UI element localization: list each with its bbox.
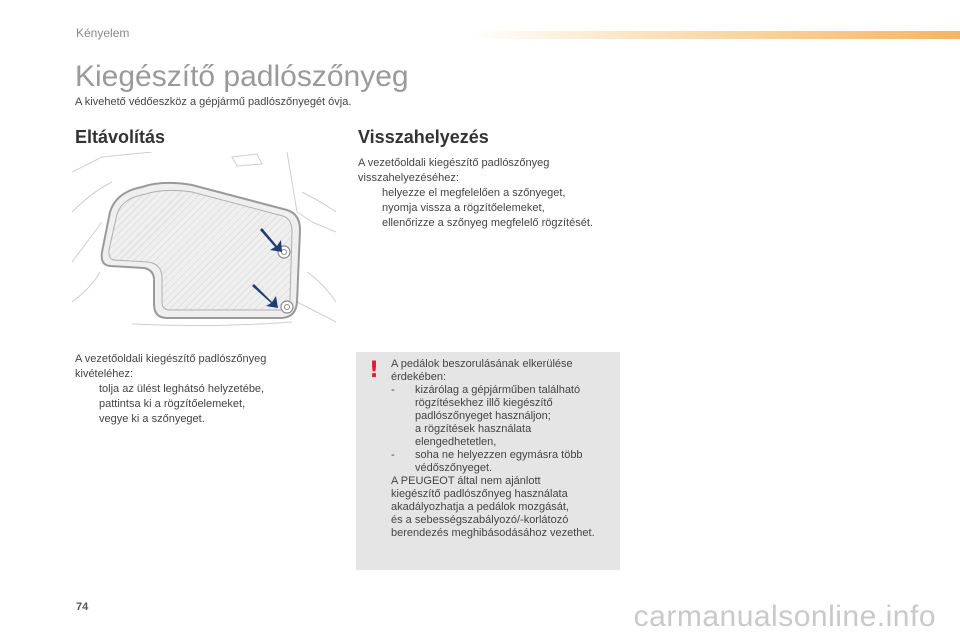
warning-dash-item: - kizárólag a gépjárműben található rögzítésekhez illő kiegészítő padlószőnyeget használjon; a rögzítések használata elengedhetetlen, xyxy=(391,384,581,448)
list-item: tolja az ülést leghátsó helyzetébe, xyxy=(99,383,265,395)
list-item: pattintsa ki a rögzítőelemeket, xyxy=(99,398,246,410)
header-accent-bar xyxy=(470,31,960,39)
warning-text: A pedálok beszorulásának elkerülése érdekében: - kizárólag a gépjárműben található rögzítésekhez illő kiegészítő padlószőnyeget használjon; a rögzítések használata elengedhetetlen, - soha ne helyezzen egymásra több védőszőnyeget. A PEUGEOT által nem ajánlott kiegészítő padlószőnyeg használata akadályozhatja a pedálok mozgását, és a sebességszabályozó/-korlátozó berendezés meghibásodásához vezethet. xyxy=(391,358,617,540)
refit-step-list xyxy=(358,186,628,231)
watermark: carmanualsonline.info xyxy=(633,600,936,633)
exclamation-icon: ! xyxy=(369,358,380,383)
list-item: vegye ki a szőnyeget. xyxy=(99,413,205,425)
page-title: Kiegészítő padlószőnyeg xyxy=(75,60,409,93)
page-subtitle: A kivehető védőeszköz a gépjármű padlószőnyegét óvja. xyxy=(75,96,352,108)
list-item: helyezze el megfelelően a szőnyeget, xyxy=(382,187,566,199)
removal-instructions xyxy=(75,352,335,427)
refit-instructions xyxy=(358,156,628,231)
refit-intro-line: A vezetőoldali kiegészítő padlószőnyeg xyxy=(358,157,550,169)
removal-intro-line: A vezetőoldali kiegészítő padlószőnyeg xyxy=(75,353,267,365)
removal-intro-line: kivételéhez: xyxy=(75,368,134,380)
warning-box xyxy=(356,352,620,570)
refit-intro-line: visszahelyezéséhez: xyxy=(358,172,459,184)
mat-fastener-lower xyxy=(281,301,293,313)
warning-dash-item: - soha ne helyezzen egymásra több védőszőnyeget. xyxy=(391,449,583,474)
list-item: nyomja vissza a rögzítőelemeket, xyxy=(382,202,545,214)
removal-step-list xyxy=(75,382,335,427)
section-label: Kényelem xyxy=(76,26,130,40)
list-item: ellenőrizze a szőnyeg megfelelő rögzítését. xyxy=(382,217,593,229)
page-number: 74 xyxy=(76,601,89,613)
removal-heading: Eltávolítás xyxy=(75,127,166,147)
refit-heading: Visszahelyezés xyxy=(358,127,489,147)
floor-mat-illustration xyxy=(72,152,336,330)
